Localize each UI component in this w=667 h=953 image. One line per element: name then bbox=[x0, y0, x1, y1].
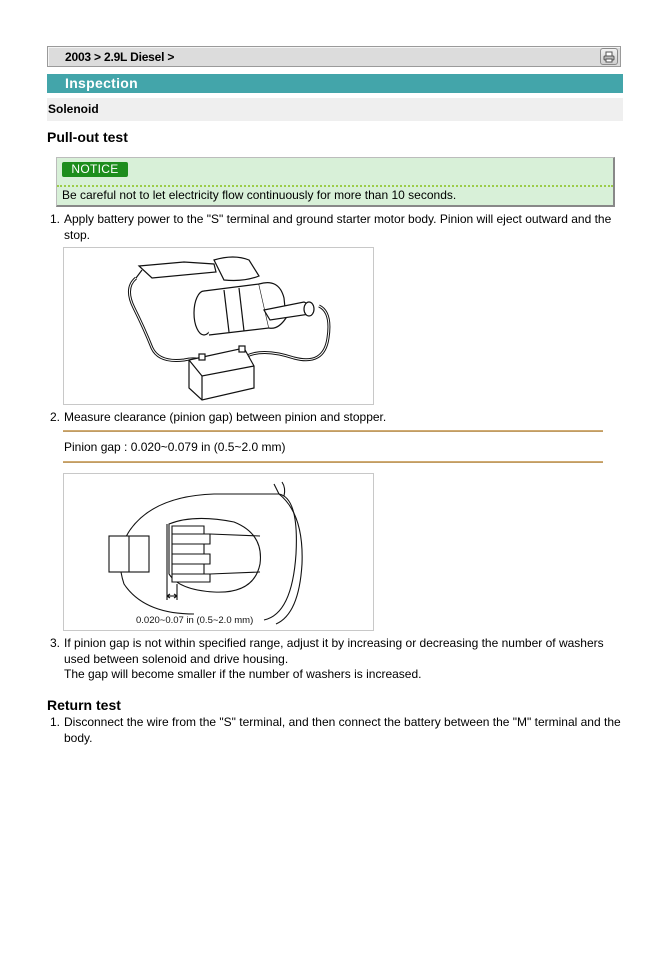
printer-icon bbox=[603, 51, 615, 63]
starter-motor-battery-figure bbox=[63, 247, 374, 405]
starter-motor-battery-diagram bbox=[64, 248, 373, 404]
notice-text: Be careful not to let electricity flow continuously for more than 10 seconds. bbox=[62, 188, 457, 202]
notice-box bbox=[56, 157, 615, 207]
step-number: 3. bbox=[50, 636, 61, 650]
step-text-block bbox=[64, 636, 624, 683]
breadcrumb-bar bbox=[47, 46, 621, 67]
step-number: 1. bbox=[50, 715, 61, 729]
spec-rule-bottom bbox=[63, 461, 603, 463]
section-title-band bbox=[47, 74, 623, 93]
step-note: The gap will become smaller if the number of washers is increased. bbox=[64, 667, 422, 681]
step-text: Measure clearance (pinion gap) between pinion and stopper. bbox=[64, 410, 387, 424]
pinion-gap-figure bbox=[63, 473, 374, 631]
step-text: If pinion gap is not within specified range, adjust it by increasing or decreasing the number of washers used between solenoid and drive housing. bbox=[64, 636, 604, 666]
pinion-gap-caption: 0.020~0.07 in (0.5~2.0 mm) bbox=[136, 615, 254, 626]
pinion-gap-diagram bbox=[64, 474, 373, 630]
print-button[interactable] bbox=[600, 48, 618, 65]
notice-divider bbox=[57, 185, 613, 187]
step-text: Disconnect the wire from the "S" terminal, and then connect the battery between the "M" terminal and the body. bbox=[64, 715, 621, 745]
subsection-title: Solenoid bbox=[48, 102, 99, 116]
pinion-gap-spec: Pinion gap : 0.020~0.079 in (0.5~2.0 mm) bbox=[64, 440, 286, 454]
breadcrumb[interactable]: 2003 > 2.9L Diesel > bbox=[65, 50, 175, 64]
step-text: Apply battery power to the "S" terminal and ground starter motor body. Pinion will eject outward and the stop. bbox=[64, 212, 612, 242]
pull-out-test-heading: Pull-out test bbox=[47, 129, 128, 145]
notice-label: NOTICE bbox=[62, 162, 128, 177]
step-number: 1. bbox=[50, 212, 61, 226]
return-test-heading: Return test bbox=[47, 697, 121, 713]
section-title: Inspection bbox=[65, 75, 139, 91]
spec-rule-top bbox=[63, 430, 603, 432]
specification-box bbox=[63, 430, 603, 463]
subsection-band bbox=[47, 98, 623, 121]
step-number: 2. bbox=[50, 410, 61, 424]
